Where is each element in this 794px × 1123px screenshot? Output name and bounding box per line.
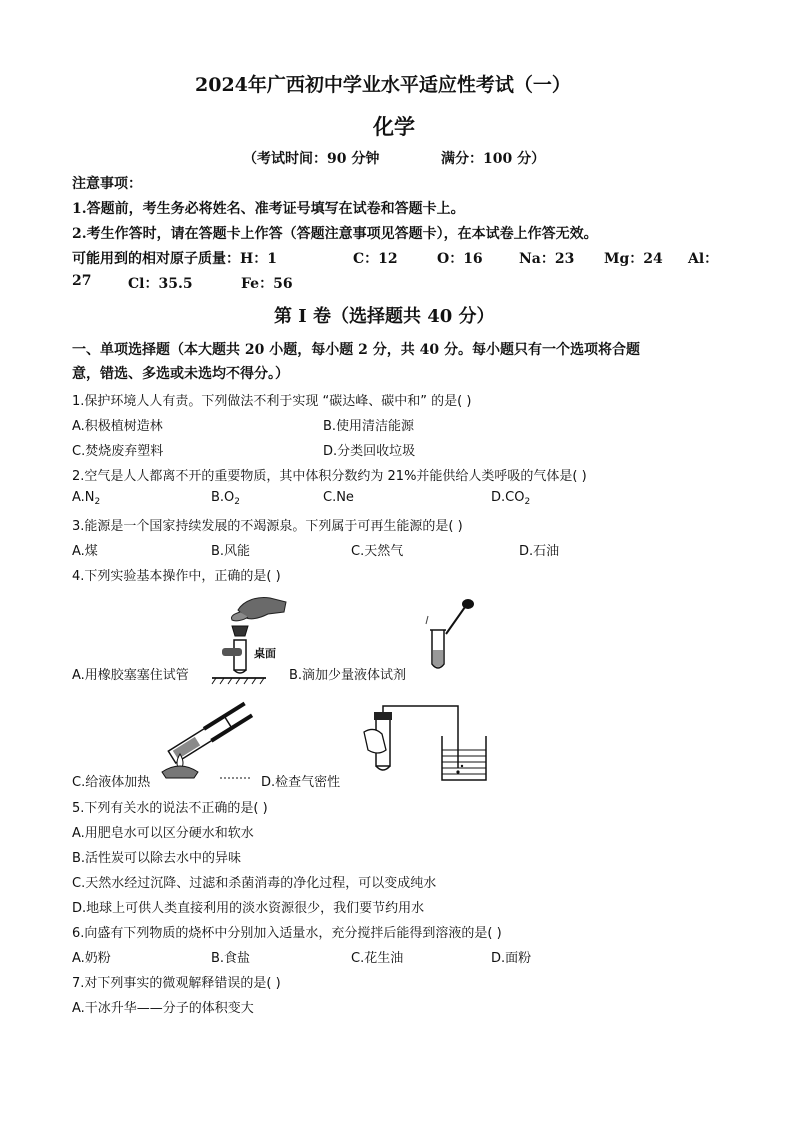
q6-option-c: C.花生油	[351, 951, 404, 966]
notes-heading: 注意事项：	[72, 176, 142, 192]
q4-option-c: C.给液体加热	[72, 775, 151, 790]
exam-title: 2024年广西初中学业水平适应性考试（一）	[195, 74, 571, 96]
q5-stem: 5.下列有关水的说法不正确的是( )	[72, 801, 268, 816]
q7-stem: 7.对下列事实的微观解释错误的是( )	[72, 976, 281, 991]
subject-title: 化学	[373, 114, 415, 139]
q6-option-b: B.食盐	[211, 951, 251, 966]
exam-time: （考试时间：90 分钟	[243, 151, 380, 167]
q2-option-b-text: B.O	[211, 490, 235, 505]
q5-option-a: A.用肥皂水可以区分硬水和软水	[72, 826, 254, 841]
q5-option-d: D.地球上可供人类直接利用的淡水资源很少，我们要节约用水	[72, 901, 425, 916]
q4-option-a: A.用橡胶塞塞住试管	[72, 668, 189, 683]
q1-option-d: D.分类回收垃圾	[323, 444, 416, 459]
q4-figure-c	[150, 700, 260, 780]
atomic-mass-na: Na：23	[519, 251, 575, 267]
notes-item-2: 2.考生作答时，请在答题卡上作答（答题注意事项见答题卡），在本试卷上作答无效。	[72, 226, 598, 242]
q2-option-d-text: D.CO	[491, 490, 525, 505]
atomic-mass-c: C：12	[353, 251, 398, 267]
q6-stem: 6.向盛有下列物质的烧杯中分别加入适量水，充分搅拌后能得到溶液的是( )	[72, 926, 502, 941]
section-title: 第 I 卷（选择题共 40 分）	[274, 306, 495, 327]
q5-option-b: B.活性炭可以除去水中的异味	[72, 851, 242, 866]
q4-stem: 4.下列实验基本操作中，正确的是( )	[72, 569, 281, 584]
notes-item-1: 1.答题前，考生务必将姓名、准考证号填写在试卷和答题卡上。	[72, 201, 465, 217]
q3-option-d: D.石油	[519, 544, 560, 559]
q2-option-a	[72, 490, 100, 507]
q4-figure-a-desk-label: 桌面	[254, 647, 276, 660]
q2-option-c: C.Ne	[323, 490, 354, 505]
q2-option-b-subscript: 2	[234, 497, 241, 507]
atomic-mass-al: Al：	[688, 251, 719, 267]
q2-option-b	[211, 490, 240, 507]
atomic-mass-label: 可能用到的相对原子质量：H：1	[72, 251, 277, 267]
atomic-mass-fe: Fe：56	[241, 276, 293, 292]
full-score: 满分：100 分）	[441, 151, 546, 167]
atomic-mass-cl: Cl：35.5	[128, 276, 193, 292]
section-instruction-line1: 一、单项选择题（本大题共 20 小题，每小题 2 分，共 40 分。每小题只有一个选项将合题	[72, 342, 640, 358]
q1-stem: 1.保护环境人人有责。下列做法不利于实现 “碳达峰、碳中和” 的是( )	[72, 394, 472, 409]
q1-option-c: C.焚烧废弃塑料	[72, 444, 164, 459]
q2-option-d-subscript: 2	[524, 497, 531, 507]
q7-option-a: A.干冰升华——分子的体积变大	[72, 1001, 254, 1016]
q4-option-d: D.检查气密性	[261, 775, 341, 790]
q2-option-a-text: A.N	[72, 490, 95, 505]
q3-option-c: C.天然气	[351, 544, 404, 559]
atomic-mass-o: O：16	[437, 251, 483, 267]
q6-option-d: D.面粉	[491, 951, 532, 966]
q1-option-a: A.积极植树造林	[72, 419, 163, 434]
q6-option-a: A.奶粉	[72, 951, 111, 966]
atomic-mass-mg: Mg：24	[604, 251, 663, 267]
q3-option-b: B.风能	[211, 544, 251, 559]
q5-option-c: C.天然水经过沉降、过滤和杀菌消毒的净化过程，可以变成纯水	[72, 876, 437, 891]
atomic-mass-al-value: 27	[72, 273, 92, 289]
q4-figure-b	[418, 594, 498, 674]
q2-option-a-subscript: 2	[94, 497, 101, 507]
q1-option-b: B.使用清洁能源	[323, 419, 415, 434]
q4-figure-d	[356, 704, 506, 784]
q3-stem: 3.能源是一个国家持续发展的不竭源泉。下列属于可再生能源的是( )	[72, 519, 463, 534]
q4-figure-a	[200, 592, 290, 684]
section-instruction-line2: 意，错选、多选或未选均不得分。）	[72, 366, 289, 382]
q3-option-a: A.煤	[72, 544, 98, 559]
q4-option-b: B.滴加少量液体试剂	[289, 668, 407, 683]
q2-stem: 2.空气是人人都离不开的重要物质，其中体积分数约为 21%并能供给人类呼吸的气体是( )	[72, 469, 587, 484]
q2-option-d	[491, 490, 530, 507]
